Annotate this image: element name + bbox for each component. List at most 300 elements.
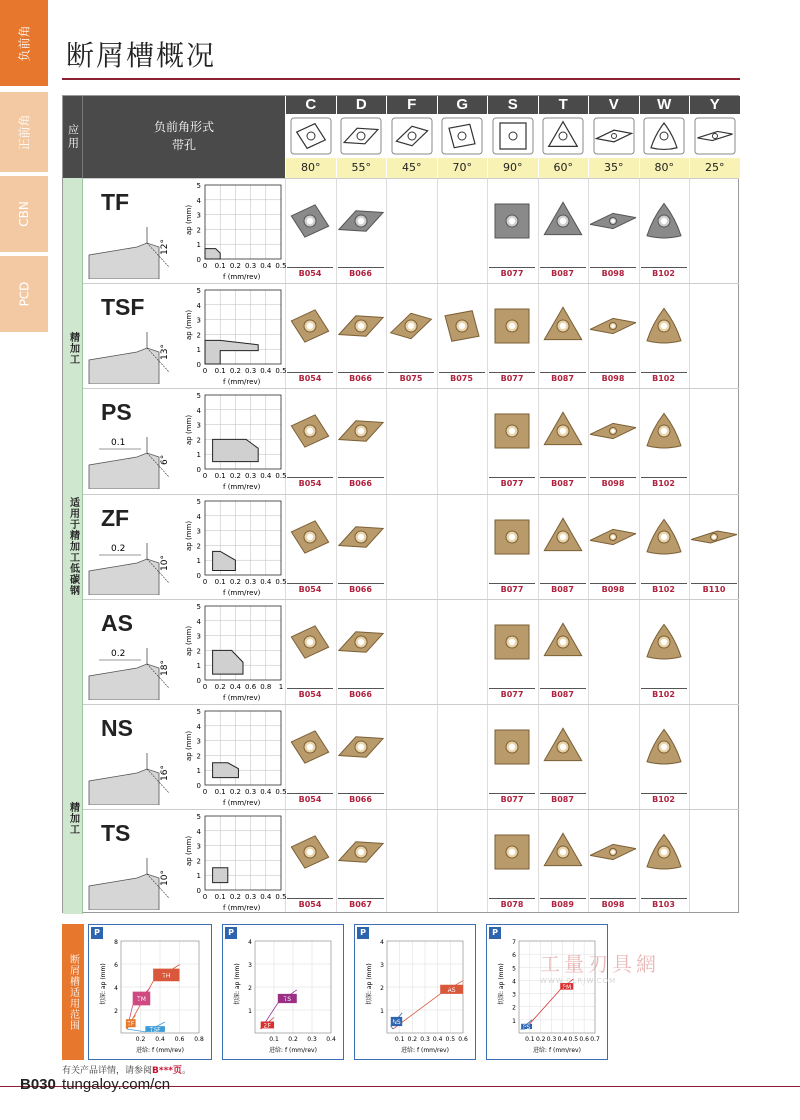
insert-cell-c[interactable] [285, 179, 335, 285]
page-ref-link[interactable]: B087 [540, 793, 586, 804]
insert-cell-g[interactable] [437, 284, 487, 390]
insert-cell-t[interactable] [538, 284, 588, 390]
range-y-tick: 2 [248, 985, 252, 992]
column-angle: 25° [690, 158, 740, 178]
page-ref-link[interactable]: B077 [489, 267, 535, 278]
tab-pcd[interactable]: PCD [0, 256, 48, 332]
chipbreaker-row [83, 283, 739, 389]
title-rule [62, 78, 740, 80]
page-ref-link[interactable]: B078 [489, 898, 535, 909]
insert-image [287, 306, 333, 346]
footer [20, 1076, 170, 1093]
insert-cell-c[interactable] [285, 705, 335, 811]
header-application: 应用 [63, 96, 83, 178]
application-label: 精加工 [67, 801, 79, 835]
insert-image [338, 622, 384, 662]
insert-cell-f[interactable] [386, 284, 436, 390]
insert-cell-c[interactable] [285, 389, 335, 495]
insert-cell-s[interactable] [487, 495, 537, 601]
ap-tick: 0 [196, 466, 201, 475]
column-header-c [285, 96, 336, 178]
insert-cell-d[interactable] [336, 179, 386, 285]
page-ref-link[interactable]: B102 [641, 688, 687, 699]
range-label: TSF [149, 1026, 161, 1034]
range-region [213, 868, 228, 883]
f-tick: 0.5 [275, 788, 287, 796]
page-ref-link[interactable]: B098 [590, 583, 636, 594]
page-ref-link[interactable]: B102 [641, 267, 687, 278]
page-ref-link[interactable]: B087 [540, 688, 586, 699]
ap-tick: 1 [196, 767, 201, 776]
insert-image [489, 411, 535, 451]
range-x-tick: 0.2 [288, 1036, 298, 1043]
ap-tick: 4 [196, 827, 201, 836]
f-tick: 0 [202, 893, 208, 902]
ap-tick: 1 [196, 661, 201, 670]
insert-image [540, 411, 586, 451]
insert-image [338, 306, 384, 346]
insert-cell-v[interactable] [588, 495, 638, 601]
website-link[interactable]: tungaloy.com/cn [62, 1076, 171, 1093]
ap-tick: 4 [196, 301, 201, 310]
range-y-tick: 1 [512, 1017, 516, 1025]
insert-cell-w[interactable] [639, 810, 689, 916]
insert-image [287, 622, 333, 662]
page-number: B030 [20, 1076, 56, 1093]
page-ref-link[interactable]: B098 [590, 372, 636, 383]
insert-cell-s[interactable] [487, 600, 537, 706]
page-ref-link[interactable]: B098 [590, 898, 636, 909]
page-ref-link[interactable]: B087 [540, 583, 586, 594]
range-x-tick: 0.4 [155, 1036, 165, 1043]
ap-tick: 2 [196, 647, 201, 656]
page-ref-link[interactable]: B098 [590, 267, 636, 278]
page-ref-link[interactable]: B103 [641, 898, 687, 909]
range-x-label: 进给: f (mm/rev) [533, 1047, 581, 1054]
profile-angle: 6° [160, 455, 170, 466]
column-angle: 35° [589, 158, 639, 178]
ap-axis-label: ap (mm) [185, 520, 193, 551]
range-y-tick: 6 [114, 962, 118, 969]
insert-cell-d[interactable] [336, 810, 386, 916]
page-ref-link[interactable]: B066 [338, 793, 384, 804]
ap-tick: 0 [196, 256, 201, 264]
insert-image [590, 306, 636, 346]
page-ref-link[interactable]: B066 [338, 267, 384, 278]
insert-cell-w[interactable] [639, 389, 689, 495]
range-y-tick: 4 [380, 939, 384, 946]
ap-tick: 5 [196, 392, 201, 401]
range-region [213, 440, 259, 462]
range-y-tick: 4 [512, 978, 516, 986]
application-label: 适用于精加工低碳钢 [67, 496, 79, 596]
range-label: PM [562, 983, 572, 991]
insert-cell-d[interactable] [336, 705, 386, 811]
insert-cell-t[interactable] [538, 600, 588, 706]
ap-tick: 4 [196, 512, 201, 521]
range-y-label: 切深: ap (mm) [498, 963, 505, 1005]
f-tick: 0.5 [275, 367, 287, 376]
insert-image [641, 517, 687, 557]
steel-p-badge: P [91, 927, 103, 939]
chipbreaker-row [83, 809, 739, 915]
insert-cell-t[interactable] [538, 179, 588, 285]
ap-axis-label: ap (mm) [185, 204, 193, 235]
f-tick: 0 [202, 472, 208, 481]
square-icon [488, 114, 538, 158]
rhombus35-icon [589, 114, 639, 158]
ap-tick: 3 [196, 316, 201, 325]
triangle-icon [539, 114, 589, 158]
range-y-tick: 3 [248, 962, 252, 969]
f-tick: 0.5 [275, 472, 287, 481]
ap-tick: 3 [196, 842, 201, 851]
insert-image [439, 306, 485, 346]
page-ref-link[interactable]: B054 [287, 583, 333, 594]
range-x-tick: 0.6 [579, 1036, 589, 1043]
footnote: 有关产品详情，请参阅B***页。 [62, 1066, 192, 1076]
table-header-left [63, 96, 285, 178]
insert-image [540, 622, 586, 662]
column-header-s [487, 96, 538, 178]
page-ref-link[interactable]: B075 [388, 372, 434, 383]
chipbreaker-row [83, 494, 739, 600]
tab-negative-rake[interactable]: 负前角 [0, 0, 48, 86]
profile-angle: 13° [160, 344, 170, 361]
f-tick: 0.5 [275, 893, 287, 902]
insert-cell-d[interactable] [336, 495, 386, 601]
insert-cell-w[interactable] [639, 495, 689, 601]
insert-image [641, 201, 687, 241]
f-axis-label: f (mm/rev) [223, 483, 261, 492]
insert-cell-s[interactable] [487, 284, 537, 390]
application-range-chart [177, 707, 287, 809]
chipbreaker-code: NS [101, 715, 133, 741]
insert-image [489, 517, 535, 557]
f-tick: 0.1 [214, 577, 226, 586]
insert-cell-w[interactable] [639, 705, 689, 811]
insert-cell-t[interactable] [538, 389, 588, 495]
profile-angle: 10° [160, 870, 170, 887]
ap-tick: 4 [196, 722, 201, 731]
f-tick: 0.6 [245, 682, 257, 691]
chipbreaker-code: PS [101, 399, 132, 426]
bottom-tab: 断屑槽适用范围 [62, 924, 84, 1060]
ap-tick: 2 [196, 857, 201, 866]
f-axis-label: f (mm/rev) [223, 588, 261, 597]
insert-image [641, 306, 687, 346]
insert-image [338, 727, 384, 767]
column-angle: 60° [539, 158, 589, 178]
page-ref-link[interactable]: B087 [540, 267, 586, 278]
range-chart-panel [222, 924, 344, 1060]
rhombus55-icon [337, 114, 387, 158]
insert-cell-c[interactable] [285, 495, 335, 601]
range-label: TH [162, 972, 171, 980]
page-ref-link[interactable]: B102 [641, 793, 687, 804]
range-y-tick: 8 [114, 939, 118, 946]
edge-profile-diagram [87, 328, 187, 384]
ap-tick: 5 [196, 287, 201, 296]
page-ref-link[interactable]: B054 [287, 688, 333, 699]
range-y-tick: 1 [248, 1008, 252, 1015]
range-y-label: 切深: ap (mm) [234, 963, 241, 1005]
insert-image [540, 306, 586, 346]
insert-cell-c[interactable] [285, 284, 335, 390]
page-ref-link[interactable]: B077 [489, 583, 535, 594]
f-tick: 0.4 [229, 682, 241, 691]
range-y-tick: 6 [512, 952, 516, 960]
application-range-chart [177, 812, 287, 914]
insert-image [489, 727, 535, 767]
insert-cell-t[interactable] [538, 495, 588, 601]
column-angle: 80° [286, 158, 336, 178]
page-ref-link[interactable]: B054 [287, 267, 333, 278]
ap-tick: 2 [196, 541, 201, 550]
chipbreaker-code: TSF [101, 294, 145, 321]
insert-cell-s[interactable] [487, 705, 537, 811]
range-label: AS [447, 986, 456, 994]
range-y-tick: 2 [114, 1008, 118, 1015]
application-range-chart [177, 497, 287, 599]
insert-image [287, 411, 333, 451]
insert-image [540, 727, 586, 767]
insert-cell-y[interactable] [689, 495, 739, 601]
insert-image [489, 306, 535, 346]
f-tick: 0.3 [245, 367, 257, 376]
column-header-d [336, 96, 387, 178]
f-tick: 0.3 [245, 788, 257, 796]
edge-profile-diagram [87, 854, 187, 910]
page-ref-link[interactable]: B054 [287, 372, 333, 383]
page-ref-link[interactable]: B102 [641, 372, 687, 383]
insert-image [590, 832, 636, 872]
insert-image [641, 622, 687, 662]
f-tick: 0.2 [229, 893, 241, 902]
ap-tick: 2 [196, 331, 201, 340]
chipbreaker-code: ZF [101, 504, 130, 531]
column-letter: G [438, 96, 488, 114]
insert-image [641, 832, 687, 872]
f-tick: 0.2 [229, 788, 241, 796]
f-tick: 0.1 [214, 893, 226, 902]
insert-cell-t[interactable] [538, 705, 588, 811]
chipbreaker-row [83, 178, 739, 284]
application-label: 精加工 [67, 331, 79, 365]
f-tick: 1 [278, 682, 284, 691]
page-ref-link[interactable]: B089 [540, 898, 586, 909]
insert-image [287, 201, 333, 241]
page-ref-link[interactable]: B077 [489, 688, 535, 699]
page-ref-link[interactable]: B066 [338, 688, 384, 699]
page-ref-link[interactable]: B087 [540, 477, 586, 488]
profile-land: 0.2 [111, 543, 126, 554]
f-tick: 0.1 [214, 472, 226, 481]
range-label: TS [283, 996, 292, 1003]
ap-axis-label: ap (mm) [185, 730, 193, 761]
page-ref-link[interactable]: B075 [439, 372, 485, 383]
f-tick: 0.2 [229, 472, 241, 481]
ap-tick: 3 [196, 421, 201, 430]
insert-cell-s[interactable] [487, 179, 537, 285]
column-angle: 55° [337, 158, 387, 178]
insert-image [540, 517, 586, 557]
insert-image [590, 201, 636, 241]
page-ref-link[interactable]: B077 [489, 793, 535, 804]
steel-p-badge: P [489, 927, 501, 939]
range-x-tick: 0.2 [407, 1036, 418, 1043]
watermark: 工量刃具網 WWW.GLRJW.COM [540, 952, 660, 985]
insert-image [287, 832, 333, 872]
chipbreaker-table [62, 95, 739, 913]
range-x-tick: 0.3 [307, 1036, 317, 1043]
page-ref-link[interactable]: B054 [287, 793, 333, 804]
range-y-label: 切深: ap (mm) [366, 963, 373, 1005]
column-angle: 90° [488, 158, 538, 178]
page-ref-link[interactable]: B066 [338, 372, 384, 383]
column-letter: T [539, 96, 589, 114]
insert-image [540, 832, 586, 872]
range-label: NS [392, 1019, 401, 1026]
page-ref-link[interactable]: B110 [691, 583, 737, 594]
range-x-tick: 0.4 [432, 1036, 443, 1043]
page-ref-link[interactable]: B067 [338, 898, 384, 909]
trigon-icon [640, 114, 690, 158]
range-label: TM [137, 996, 146, 1003]
application-range-chart [177, 286, 287, 388]
ap-tick: 0 [196, 782, 201, 790]
f-axis-label: f (mm/rev) [223, 799, 261, 807]
column-letter: F [387, 96, 437, 114]
range-y-tick: 3 [512, 991, 516, 999]
f-tick: 0.4 [260, 262, 272, 270]
insert-cell-w[interactable] [639, 284, 689, 390]
profile-angle: 16° [160, 765, 170, 781]
f-tick: 0.1 [214, 367, 226, 376]
range-x-tick: 0.8 [194, 1036, 204, 1043]
page-ref-link[interactable]: B054 [287, 477, 333, 488]
insert-image [489, 832, 535, 872]
insert-cell-c[interactable] [285, 600, 335, 706]
chipbreaker-code: TF [101, 189, 130, 215]
column-header-y [689, 96, 740, 178]
insert-cell-d[interactable] [336, 600, 386, 706]
insert-cell-v[interactable] [588, 179, 638, 285]
insert-cell-s[interactable] [487, 810, 537, 916]
edge-profile-diagram [87, 433, 187, 489]
page-ref-link[interactable]: B077 [489, 372, 535, 383]
f-tick: 0.2 [229, 367, 241, 376]
range-x-tick: 0.3 [420, 1036, 430, 1043]
range-y-label: 切深: ap (mm) [100, 963, 107, 1005]
insert-image [691, 517, 737, 557]
page-ref-link[interactable]: B077 [489, 477, 535, 488]
profile-land: 0.2 [111, 648, 126, 659]
ap-axis-label: ap (mm) [185, 415, 193, 446]
f-axis-label: f (mm/rev) [223, 378, 261, 387]
ap-tick: 0 [196, 361, 201, 370]
ap-tick: 2 [196, 752, 201, 761]
f-tick: 0 [202, 577, 208, 586]
range-y-tick: 2 [512, 1004, 516, 1012]
insert-cell-v[interactable] [588, 389, 638, 495]
header-type-line2: 带孔 [171, 138, 196, 152]
ap-tick: 3 [196, 211, 201, 220]
footnote-link[interactable]: B***页 [152, 1066, 182, 1076]
page-ref-link[interactable]: B102 [641, 583, 687, 594]
tab-cbn[interactable]: CBN [0, 176, 48, 252]
column-header-t [538, 96, 589, 178]
range-x-label: 进给: f (mm/rev) [401, 1047, 449, 1054]
column-letter: V [589, 96, 639, 114]
header-type-line1: 负前角形式 [153, 120, 214, 134]
f-tick: 0.3 [245, 262, 257, 270]
application-range-chart [177, 181, 287, 283]
range-region [213, 551, 236, 570]
insert-image [388, 306, 434, 346]
rhombus45-icon [387, 114, 437, 158]
range-x-tick: 0.5 [568, 1036, 579, 1043]
insert-cell-t[interactable] [538, 810, 588, 916]
insert-image [338, 411, 384, 451]
range-y-tick: 4 [248, 939, 252, 946]
tab-positive-rake[interactable]: 正前角 [0, 92, 48, 172]
ap-tick: 0 [196, 676, 201, 685]
column-letter: W [640, 96, 690, 114]
range-chart-panel [88, 924, 212, 1060]
f-tick: 0.3 [245, 577, 257, 586]
insert-cell-v[interactable] [588, 284, 638, 390]
range-chart-panel [486, 924, 608, 1060]
f-tick: 0.1 [214, 788, 226, 796]
page-ref-link[interactable]: B102 [641, 477, 687, 488]
insert-cell-d[interactable] [336, 389, 386, 495]
page-ref-link[interactable]: B066 [338, 583, 384, 594]
insert-image [338, 517, 384, 557]
ap-tick: 5 [196, 602, 201, 611]
insert-image [590, 411, 636, 451]
insert-cell-s[interactable] [487, 389, 537, 495]
insert-cell-c[interactable] [285, 810, 335, 916]
range-x-tick: 0.1 [525, 1036, 535, 1043]
range-x-tick: 0.2 [535, 1036, 546, 1043]
insert-cell-w[interactable] [639, 179, 689, 285]
range-region [213, 763, 239, 778]
ap-tick: 5 [196, 813, 201, 822]
page-ref-link[interactable]: B098 [590, 477, 636, 488]
insert-image [338, 832, 384, 872]
ap-tick: 5 [196, 497, 201, 506]
insert-cell-w[interactable] [639, 600, 689, 706]
ap-tick: 3 [196, 527, 201, 536]
page-ref-link[interactable]: B054 [287, 898, 333, 909]
rhombus70-icon [438, 114, 488, 158]
insert-cell-d[interactable] [336, 284, 386, 390]
range-region [213, 650, 243, 674]
ap-tick: 4 [196, 407, 201, 416]
range-y-tick: 7 [512, 939, 516, 946]
ap-tick: 3 [196, 737, 201, 746]
page-ref-link[interactable]: B066 [338, 477, 384, 488]
page-ref-link[interactable]: B087 [540, 372, 586, 383]
insert-image [489, 201, 535, 241]
range-x-tick: 0.3 [546, 1036, 557, 1043]
insert-cell-v[interactable] [588, 810, 638, 916]
chipbreaker-row [83, 388, 739, 494]
range-x-label: 进给: f (mm/rev) [269, 1047, 317, 1054]
edge-profile-diagram [87, 539, 187, 595]
f-tick: 0 [202, 367, 208, 376]
